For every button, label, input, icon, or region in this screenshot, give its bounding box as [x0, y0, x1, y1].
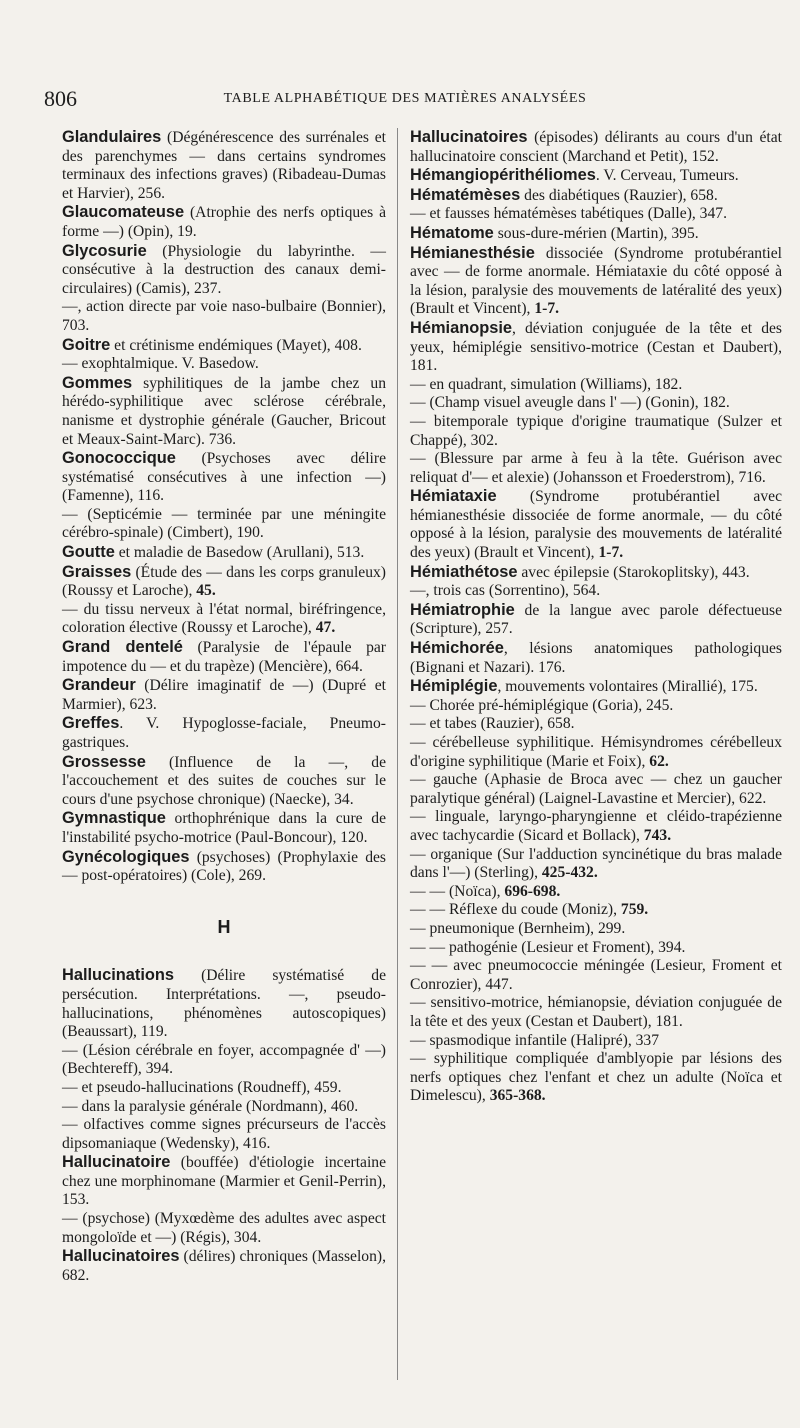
page-reference: 696-698. [504, 882, 561, 900]
running-title: TABLE ALPHABÉTIQUE DES MATIÈRES ANALYSÉES [223, 91, 587, 106]
entry-text: (Étude des — dans les corps granuleux) (Roussy et Laroche), [62, 563, 386, 600]
entry-headword: Hématémèses [410, 185, 521, 204]
index-entry [410, 244, 782, 319]
entry-text: des diabétiques (Rauzier), 658. [520, 186, 718, 204]
index-entry [410, 771, 782, 808]
entry-text: , déviation conjuguée de la tête et des yeux, hémiplégie sensitivo-motrice (Cestan et Daubert), 181. [410, 319, 782, 375]
page-reference: 365-368. [489, 1087, 546, 1105]
entry-text: —, action directe par voie naso-bulbaire (Bonnier), 703. [62, 298, 386, 334]
index-entry [410, 808, 782, 845]
entry-headword: Grand dentelé [62, 638, 183, 657]
entry-text: . V. Cerveau, Tumeurs. [595, 167, 739, 185]
entry-headword: Hémiataxie [410, 487, 497, 506]
index-entry [62, 203, 386, 241]
entry-group [62, 128, 386, 563]
index-entry [62, 128, 386, 203]
entry-headword: Grossesse [62, 752, 146, 771]
entry-headword: Goutte [62, 543, 115, 562]
entry-text: — et fausses hématémèses tabétiques (Dalle), 347. [410, 205, 727, 223]
index-entry [410, 376, 782, 395]
index-entry [410, 920, 782, 939]
entry-text: dissociée (Syndrome protubérantiel avec — de forme anormale. Hémiataxie du côté opposé à la lésion, paralysie des mouvements de latéralité des yeux) (Brault et Vincent), [410, 244, 782, 318]
entry-headword: Gymnastique [62, 809, 166, 828]
index-entry [62, 506, 386, 543]
index-entry [62, 449, 386, 506]
entry-text: — (Blessure par arme à feu à la tête. Guérison avec reliquat d'— et alexie) (Johansson et Froederstrom), 716. [410, 450, 782, 486]
page-reference: 759. [620, 901, 649, 919]
entry-text: (Syndrome protubérantiel avec hémianesthésie dissociée de forme anormale, — du côté opposé à la lésion, paralysie des mouvements de latéralité des yeux) (Brault et Vincent), [410, 488, 782, 562]
index-entry [410, 319, 782, 376]
index-entry [62, 966, 386, 1041]
index-entry [62, 543, 386, 563]
index-entry [410, 734, 782, 771]
index-entry [62, 601, 386, 638]
entry-text: et crétinisme endémiques (Mayet), 408. [110, 336, 362, 354]
page-number: 806 [44, 86, 77, 111]
index-entry [62, 336, 386, 356]
section-letter-heading: H [217, 916, 231, 937]
column-divider [397, 128, 398, 1380]
index-entry [410, 601, 782, 639]
index-entry [62, 1079, 386, 1098]
entry-headword: Hémiatrophie [410, 600, 515, 619]
index-entry [410, 413, 782, 450]
index-entry [410, 394, 782, 413]
index-entry [410, 939, 782, 958]
index-entry [410, 901, 782, 920]
index-entry [62, 809, 386, 847]
page-header [40, 86, 760, 116]
entry-text: — et tabes (Rauzier), 658. [410, 715, 575, 733]
index-entry [62, 298, 386, 335]
entry-text: — et pseudo-hallucinations (Roudneff), 459. [62, 1078, 342, 1096]
entry-headword: Hémianesthésie [410, 243, 535, 262]
entry-headword: Hématome [410, 223, 494, 242]
entry-text: sous-dure-mérien (Martin), 395. [493, 224, 699, 242]
entry-text: (épisodes) délirants au cours d'un état hallucinatoire conscient (Marchand et Petit), 152. [410, 129, 782, 165]
index-entry [62, 1210, 386, 1247]
entry-text: — (psychose) (Myxœdème des adultes avec aspect mongoloïde et —) (Régis), 304. [62, 1210, 386, 1246]
page-reference: 62. [649, 752, 669, 770]
index-entry [62, 1153, 386, 1210]
page-reference: 743. [643, 826, 672, 844]
entry-text: — cérébelleuse syphilitique. Hémisyndromes cérébelleux d'origine syphilitique (Marie et Foix), [410, 734, 782, 770]
entry-group [410, 319, 782, 487]
entry-group [410, 771, 782, 845]
right-column [410, 128, 782, 1106]
entry-text: (Atrophie des nerfs optiques à forme —) (Opin), 19. [62, 204, 386, 240]
entry-headword: Hallucinatoires [410, 128, 528, 146]
entry-headword: Greffes [62, 714, 120, 733]
entry-headword: Gonococcique [62, 449, 176, 468]
index-entry [62, 848, 386, 886]
index-entry [62, 1116, 386, 1153]
index-entry [410, 957, 782, 994]
entry-headword: Graisses [62, 562, 132, 581]
entry-text: (Psychoses avec délire systématisé consécutives à une infection —) (Famenne), 116. [62, 450, 386, 505]
entry-text: — (Lésion cérébrale en foyer, accompagnée d' —) (Bechtereff), 394. [62, 1041, 386, 1078]
entry-text: (Physiologie du labyrinthe. — consécutive à la destruction des canaux demi-circulaires) (Camis), 237. [62, 242, 386, 297]
index-entry [62, 676, 386, 714]
entry-text: avec épilepsie (Starokoplitsky), 443. [517, 563, 750, 581]
index-entry [410, 563, 782, 583]
entry-text: — — Réflexe du coude (Moniz), [410, 901, 621, 919]
entry-headword: Gynécologiques [62, 847, 190, 866]
left-column [62, 128, 386, 1285]
entry-text: — spasmodique infantile (Halipré), 337 [410, 1031, 660, 1049]
entry-group [410, 920, 782, 1050]
index-entry [410, 186, 782, 206]
entry-headword: Hallucinations [62, 966, 175, 985]
index-entry [62, 1042, 386, 1079]
index-entry [410, 697, 782, 716]
index-entry [62, 563, 386, 601]
index-entry [62, 753, 386, 810]
entry-text: de la langue avec parole défectueuse (Scripture), 257. [410, 601, 782, 638]
entry-group [62, 638, 386, 886]
index-entry [410, 639, 782, 677]
entry-text: — sensitivo-motrice, hémianopsie, déviation conjuguée de la tête et des yeux (Cestan et Daubert), 181. [410, 994, 782, 1030]
entry-headword: Gommes [62, 373, 133, 392]
entry-text: (délires) chroniques (Masselon), 682. [62, 1248, 386, 1284]
entry-text: (Délire imaginatif de —) (Dupré et Marmier), 623. [62, 677, 386, 713]
entry-text: — (Septicémie — terminée par une méningite cérébro-spinale) (Cimbert), 190. [62, 505, 386, 542]
entry-group [410, 128, 782, 244]
entry-headword: Glaucomateuse [62, 203, 185, 222]
index-entry [410, 883, 782, 902]
entry-text: et maladie de Basedow (Arullani), 513. [114, 544, 365, 562]
page-reference: 1-7. [534, 300, 560, 318]
index-entry [62, 355, 386, 374]
index-entry [410, 582, 782, 601]
index-entry [410, 128, 782, 166]
index-entry [62, 242, 386, 299]
entry-text: — bitemporale typique d'origine traumatique (Sulzer et Chappé), 302. [410, 412, 782, 449]
entry-headword: Hémangiopérithéliomes [410, 166, 596, 185]
entry-text: — en quadrant, simulation (Williams), 182. [410, 375, 683, 393]
entry-text: — Chorée pré-hémiplégique (Goria), 245. [410, 696, 674, 714]
entry-text: — pneumonique (Bernheim), 299. [410, 919, 626, 937]
entry-text: — (Champ visuel aveugle dans l' —) (Gonin), 182. [410, 394, 730, 412]
entry-text: — gauche (Aphasie de Broca avec — chez un gaucher paralytique général) (Laignel-Lavastine et Mercier), 622. [410, 771, 782, 807]
entry-text: — organique (Sur l'adduction syncinétique du bras malade dans l'—) (Sterling), [410, 845, 782, 882]
index-entry [62, 1247, 386, 1285]
entry-headword: Grandeur [62, 676, 136, 695]
entry-text: , lésions anatomiques pathologiques (Bignani et Nazari). 176. [410, 640, 782, 676]
entry-headword: Hémichorée [410, 639, 504, 658]
entry-text: (Influence de la —, de l'accouchement et des suites de couches sur le cours d'une psychose chronique) (Naecke), 34. [62, 753, 386, 808]
index-entry [410, 677, 782, 697]
index-entry [410, 1050, 782, 1106]
entry-group [410, 563, 782, 772]
entry-headword: Glycosurie [62, 241, 147, 260]
entry-text: (Délire systématisé de persécution. Interprétations. —, pseudo-hallucinations, phénomènes autoscopiques) (Beaussart), 119. [62, 967, 386, 1041]
entry-text: syphilitiques de la jambe chez un hérédo-syphilitique avec sclérose cérébrale, nanisme et dystrophie générale (Gaucher, Bricout et Meaux-Saint-Marc). 736. [62, 374, 386, 448]
page-reference: 45. [196, 582, 216, 600]
index-entry [62, 638, 386, 676]
entry-text: — olfactives comme signes précurseurs de l'accès dipsomaniaque (Wedensky), 416. [62, 1116, 386, 1152]
index-entry [410, 166, 782, 186]
page-reference: 47. [315, 619, 336, 637]
entry-text: — exophtalmique. V. Basedow. [62, 355, 259, 373]
entry-headword: Hémianopsie [410, 318, 513, 337]
entry-group [62, 966, 386, 1285]
page-reference: 1-7. [598, 544, 624, 562]
index-entry [410, 205, 782, 224]
entry-headword: Hémiathétose [410, 562, 518, 581]
index-entry [410, 1032, 782, 1051]
index-entry [62, 714, 386, 752]
entry-text: — linguale, laryngo-pharyngienne et cléido-trapézienne avec tachycardie (Sicard et Bollack), [410, 808, 782, 844]
entry-headword: Glandulaires [62, 128, 162, 146]
entry-text: —, trois cas (Sorrentino), 564. [410, 582, 601, 600]
entry-headword: Hallucinatoire [62, 1153, 171, 1172]
index-entry [410, 994, 782, 1031]
entry-text: — du tissu nerveux à l'état normal, biréfringence, coloration élective (Roussy et Laroche), [62, 600, 386, 637]
entry-headword: Goitre [62, 335, 111, 354]
entry-text: (bouffée) d'étiologie incertaine chez une morphinomane (Marmier et Genil-Perrin), 153. [62, 1154, 386, 1209]
index-entry [410, 450, 782, 487]
entry-text: — syphilitique compliquée d'amblyopie par lésions des nerfs optiques chez l'enfant et chez un adulte (Noïca et Dimelescu), [410, 1050, 782, 1105]
page-reference: 425-432. [541, 864, 598, 882]
entry-text: — dans la paralysie générale (Nordmann), 460. [62, 1097, 359, 1115]
entry-text: — — pathogénie (Lesieur et Froment), 394. [410, 938, 686, 956]
index-entry [410, 715, 782, 734]
entry-text: — — (Noïca), [410, 882, 505, 900]
entry-text: (Dégénérescence des surrénales et des parenchymes — dans certains syndromes terminaux des infections graves) (Ribadeau-Dumas et Harvier), 256. [62, 129, 386, 202]
entry-text: orthophrénique dans la cure de l'instabilité psycho-motrice (Paul-Boncour), 120. [62, 810, 386, 846]
index-entry [410, 224, 782, 244]
entry-headword: Hallucinatoires [62, 1247, 180, 1266]
index-entry [62, 374, 386, 449]
index-entry [62, 1098, 386, 1117]
index-entry [410, 846, 782, 883]
entry-text: . V. Hypoglosse-faciale, Pneumo-gastriques. [62, 715, 386, 751]
entry-text: , mouvements volontaires (Mirallié), 175. [497, 678, 758, 696]
entry-text: — — avec pneumococcie méningée (Lesieur, Froment et Conrozier), 447. [410, 957, 782, 993]
entry-text: (Paralysie de l'épaule par impotence du — et du trapèze) (Mencière), 664. [62, 639, 386, 675]
index-entry [410, 487, 782, 562]
entry-text: (psychoses) (Prophylaxie des — post-opératoires) (Cole), 269. [62, 848, 386, 885]
entry-headword: Hémiplégie [410, 677, 498, 696]
